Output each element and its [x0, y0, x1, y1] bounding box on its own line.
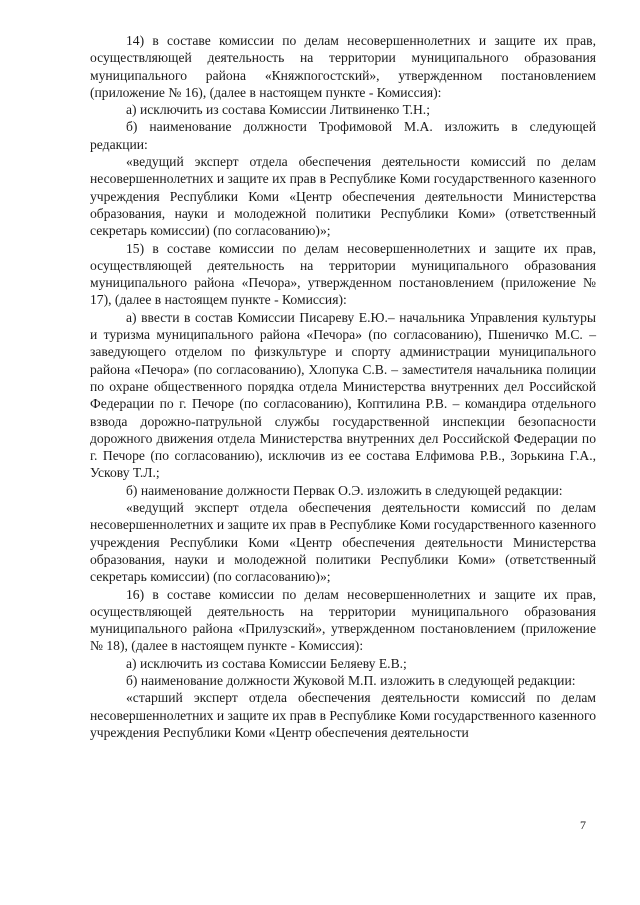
page-number: 7 — [580, 818, 586, 832]
paragraph-14a: а) исключить из состава Комиссии Литвиненко Т.Н.; — [126, 102, 430, 118]
paragraph-14b: б) наименование должности Трофимовой М.А. изложить в следующей редакции: — [90, 119, 596, 152]
paragraph-item-16: 16) в составе комиссии по делам несовершеннолетних и защите их прав, осуществляющей деятельность на территории муниципального образования муниципального района «Прилузский», утвержденном постановлением (приложение № 18), (далее в настоящем пункте - Комиссия): — [90, 586, 596, 654]
paragraph-15b: б) наименование должности Первак О.Э. изложить в следующей редакции: — [126, 482, 563, 498]
paragraph-15a: а) ввести в состав Комиссии Писареву Е.Ю.– начальника Управления культуры и туризма муниципального района «Печора» (по согласованию), Пшеничко М.С. – заведующего отделом по физкультуре и спорту администрации муниципального района «Печора» (по согласованию), Хлопука С.В. – заместителя начальника полиции по охране общественного порядка отдела Министерства внутренних дел Российской Федерации по г. Печоре (по согласованию), Коптилина Р.В. – командира отдельного взвода дорожно-патрульной службы государственной инспекции безопасности дорожного движения отдела Министерства внутренних дел Российской Федерации по г. Печоре (по согласованию), исключив из ее состава Елфимова Р.В., Зорькина Г.А., Ускову Т.Л.; — [90, 309, 596, 481]
paragraph-16a: а) исключить из состава Комиссии Беляеву Е.В.; — [126, 655, 407, 671]
paragraph-16b: б) наименование должности Жуковой М.П. изложить в следующей редакции: — [126, 672, 576, 688]
body-text — [90, 32, 596, 741]
paragraph-item-15: 15) в составе комиссии по делам несовершеннолетних и защите их прав, осуществляющей деятельность на территории муниципального образования муниципального района «Печора», утвержденном постановлением (приложение № 17), (далее в настоящем пункте - Комиссия): — [90, 240, 596, 308]
paragraph-item-14: 14) в составе комиссии по делам несовершеннолетних и защите их прав, осуществляющей деятельность на территории муниципального образования муниципального района «Княжпогостский», утвержденном постановлением (приложение № 16), (далее в настоящем пункте - Комиссия): — [90, 33, 596, 100]
paragraph-16-quote: «старший эксперт отдела обеспечения деятельности комиссий по делам несовершеннолетних и защите их прав в Республике Коми государственного казенного учреждения Республики Коми «Центр обеспечения деятельности — [90, 690, 596, 740]
paragraph-15-quote: «ведущий эксперт отдела обеспечения деятельности комиссий по делам несовершеннолетних и защите их прав в Республике Коми государственного казенного учреждения Республики Коми «Центр обеспечения деятельности Министерства образования, науки и молодежной политики Республики Коми» (ответственный секретарь комиссии) (по согласованию)»; — [90, 500, 596, 585]
paragraph-14-quote: «ведущий эксперт отдела обеспечения деятельности комиссий по делам несовершеннолетних и защите их прав в Республике Коми государственного казенного учреждения Республики Коми «Центр обеспечения деятельности Министерства образования, науки и молодежной политики Республики Коми» (ответственный секретарь комиссии) (по согласованию)»; — [90, 154, 596, 239]
